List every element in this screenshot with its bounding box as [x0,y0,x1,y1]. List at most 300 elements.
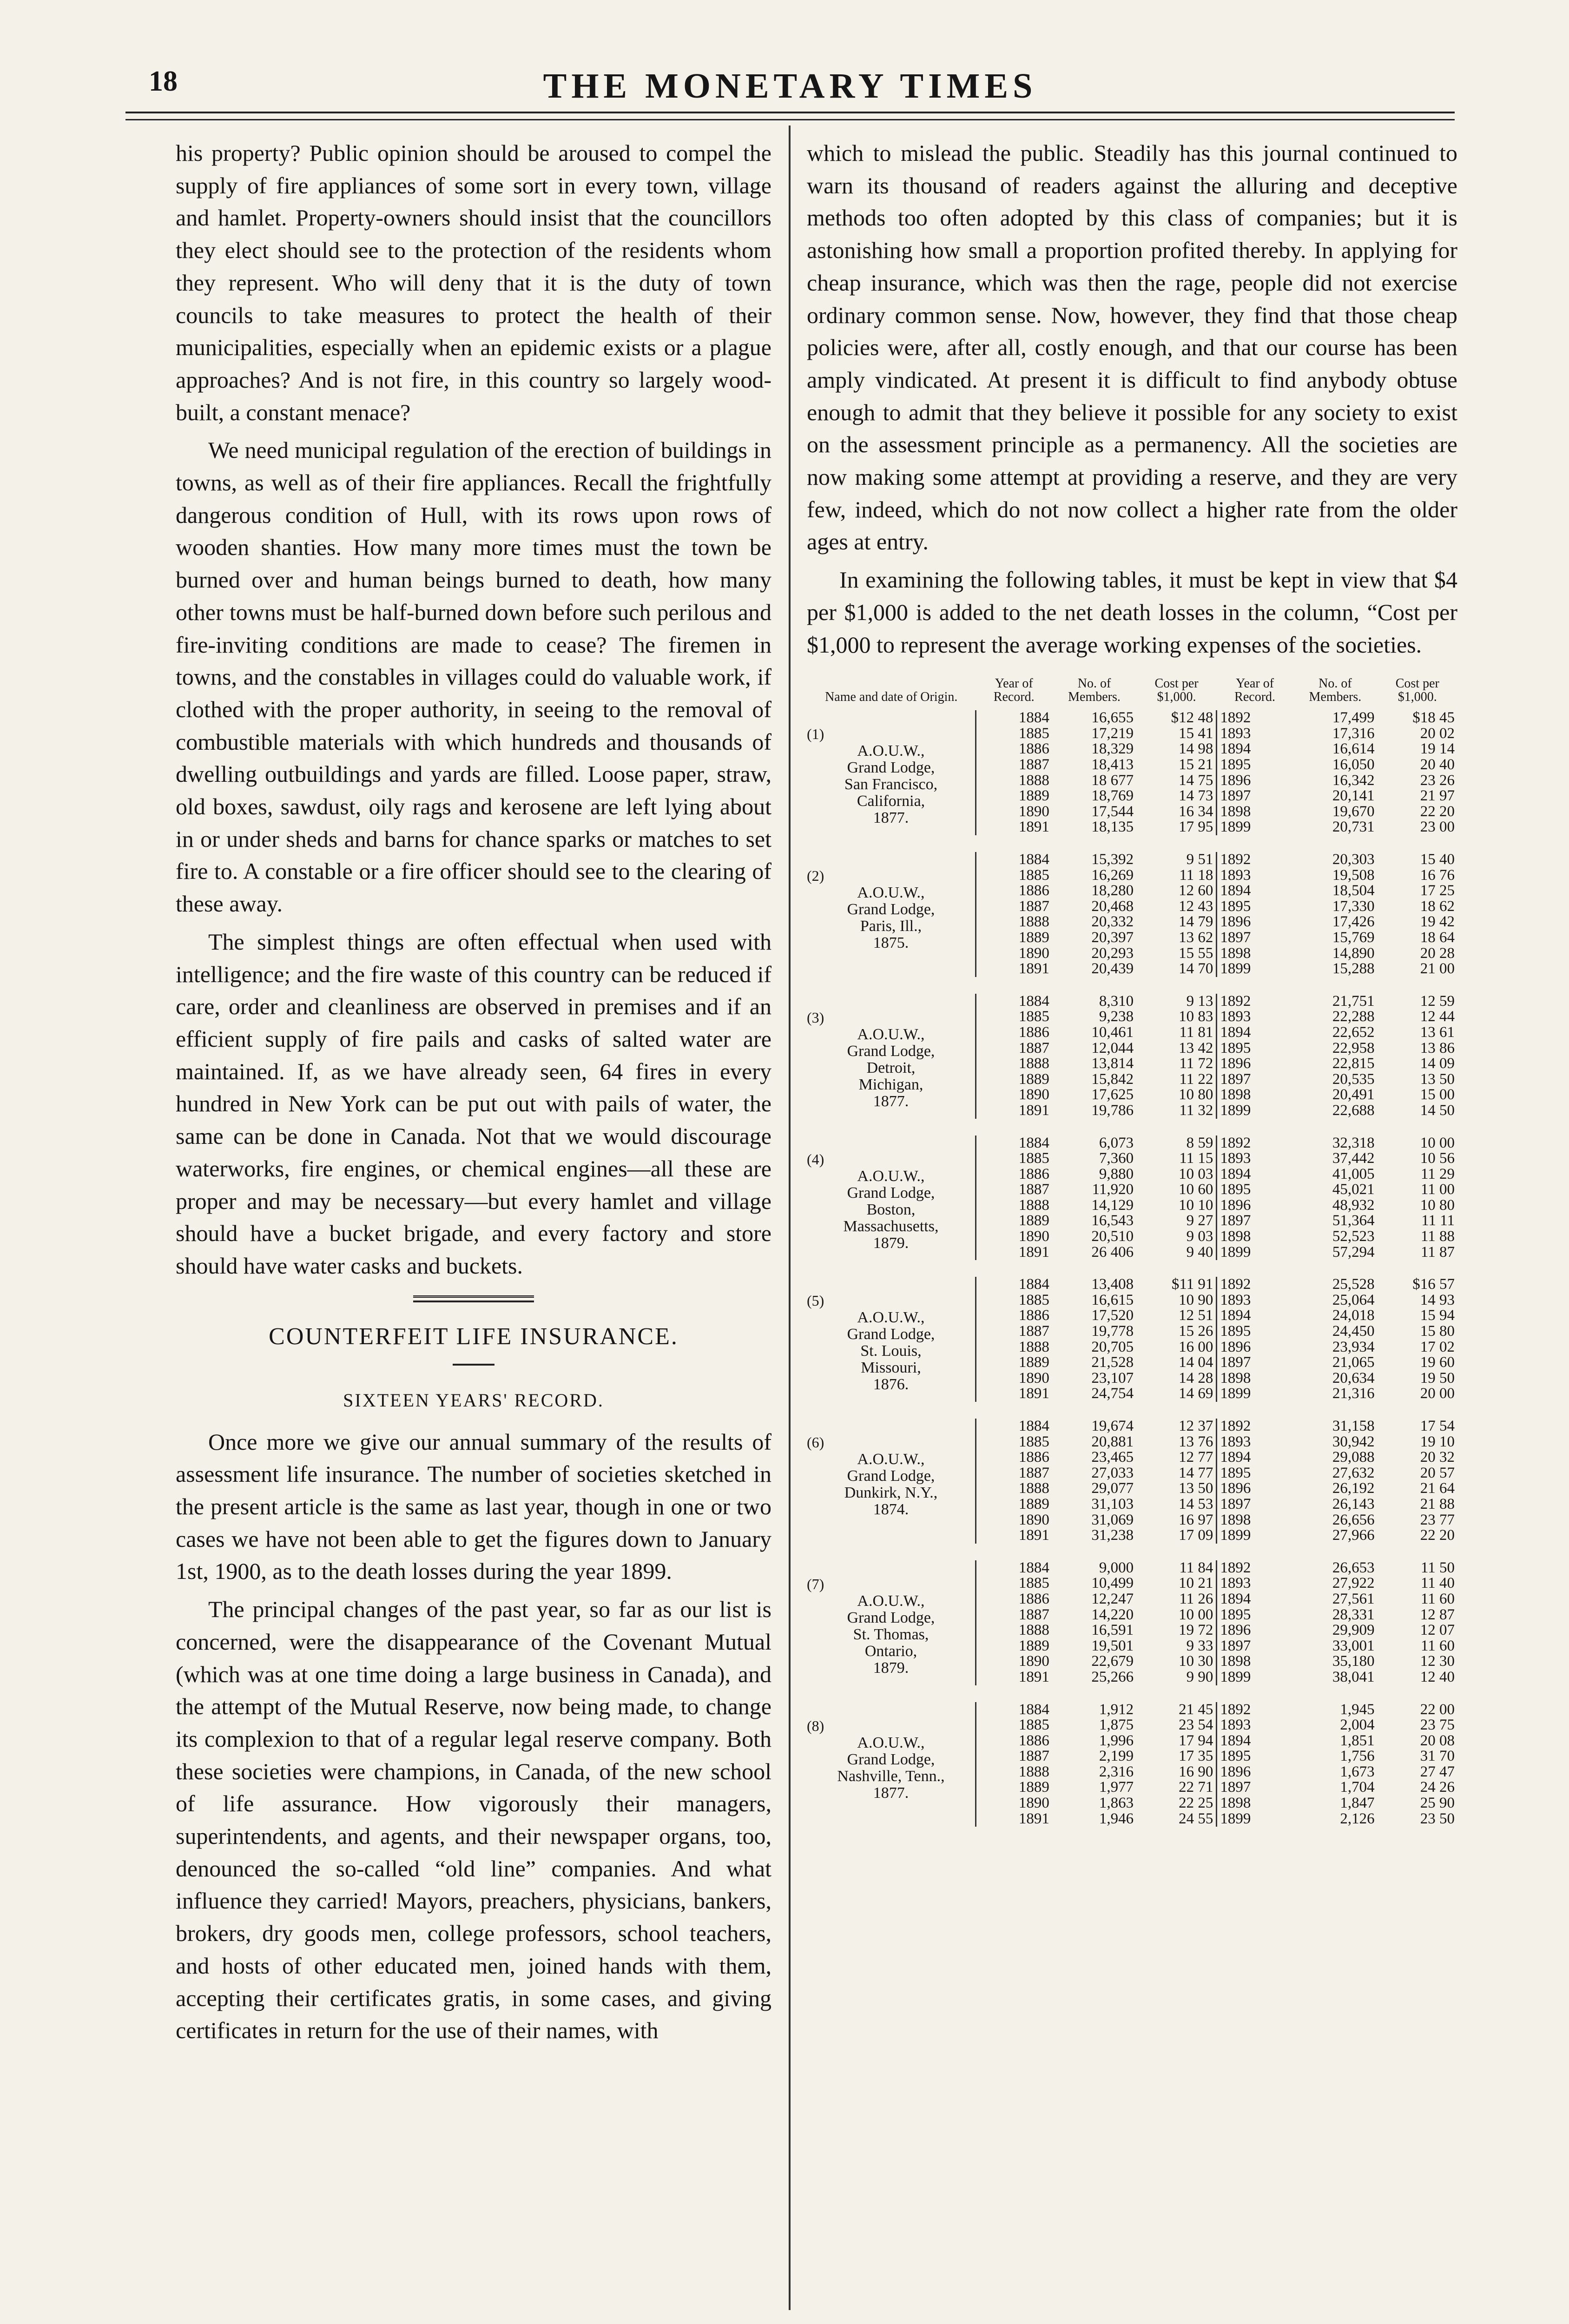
cost-cell: 21 88 [1420,1495,1455,1512]
cost-cell: 16 76 [1420,866,1455,884]
group-spacer [807,1685,1457,1702]
year-cell: 1884 [1018,1418,1049,1434]
cost-cell: 10 00 [1420,1134,1455,1151]
members-cell: 20,439 [1091,960,1134,977]
group-spacer-cell [807,1260,1457,1277]
group-spacer-cell [807,977,1457,994]
year-cell: 1896 [1220,913,1251,931]
members-cell: 2,004 [1340,1717,1375,1734]
years2-column [1217,1419,1293,1544]
cost-cell: 15 00 [1420,1086,1455,1103]
members-cell: 24,018 [1332,1307,1375,1324]
members-cell: 1,977 [1099,1779,1134,1796]
cost-cell: 14 70 [1179,960,1213,977]
year-cell: 1887 [1018,898,1049,915]
members-cell: 18,769 [1091,787,1134,805]
members-cell: 2,199 [1099,1748,1134,1765]
members-cell: 19,670 [1332,803,1375,820]
paragraph: The simplest things are often effectual when used with intelligence; and the fire waste of this country can be reduced if care, order and cleanliness are observed in premises and if an efficient supply of fire pails and casks of salted water are maintained. If, as we have already seen, 64 fires in every hundred in New York can be put out with pails of water, the same can be done in Canada. Not that we would discourage waterworks, fire engines, or chemical engines—all these are proper and may be necessary—but every hamlet and village should have a bucket brigade, and every factory and store should have water casks and buckets. [176,928,771,1279]
cost-cell: 12 87 [1420,1606,1455,1623]
cost-cell: 11 88 [1420,1228,1455,1245]
members-cell: 7,360 [1099,1150,1134,1167]
cost-cell: 12 44 [1420,1008,1455,1025]
society-group-row [807,1277,1457,1402]
cost-cell: 12 30 [1420,1653,1455,1670]
cost-cell: 15 41 [1179,725,1213,742]
members-cell: 21,751 [1332,992,1375,1010]
cost-cell: 20 57 [1420,1464,1455,1481]
year-cell: 1892 [1220,1559,1251,1576]
year-cell: 1896 [1220,1055,1251,1072]
members-cell: 26 406 [1091,1243,1134,1261]
year-cell: 1884 [1018,709,1049,726]
cost-cell: 12 43 [1179,898,1213,915]
year-cell: 1897 [1220,929,1251,946]
year-cell: 1895 [1220,1039,1251,1056]
members-cell: 31,238 [1091,1527,1134,1544]
years2-column [1217,1560,1293,1685]
members-cell: 28,331 [1332,1606,1375,1623]
year-cell: 1886 [1018,1307,1049,1324]
cost-cell: 11 50 [1420,1559,1455,1576]
year-cell: 1889 [1018,1637,1049,1654]
cost-cell: 10 30 [1179,1653,1213,1670]
cost-cell: 11 11 [1421,1212,1455,1229]
members-cell: 51,364 [1332,1212,1375,1229]
origin-line: Grand Lodge, [847,1326,935,1343]
cost-cell: 20 02 [1420,725,1455,742]
year-cell: 1890 [1018,1086,1049,1103]
year-cell: 1884 [1018,1701,1049,1718]
year-cell: 1884 [1018,1559,1049,1576]
society-origin [807,994,976,1119]
society-group-row [807,710,1457,835]
members-cell: 21,065 [1332,1354,1375,1371]
members-cell: 1,996 [1099,1732,1134,1749]
origin-line: 1879. [873,1659,909,1677]
society-origin [807,1136,976,1261]
years2-column [1217,852,1293,977]
society-origin [807,1702,976,1827]
year-cell: 1895 [1220,1748,1251,1765]
members-cell: 29,088 [1332,1449,1375,1466]
cost-cell: 10 21 [1179,1575,1213,1592]
cost1-column [1136,1277,1217,1402]
origin-line: A.O.U.W., [857,1167,925,1185]
cost-cell: 23 54 [1179,1717,1213,1734]
year-cell: 1893 [1220,1008,1251,1025]
years2-column [1217,1136,1293,1261]
year-cell: 1889 [1018,787,1049,805]
origin-line: A.O.U.W., [857,1309,925,1327]
members-cell: 2,316 [1099,1763,1134,1780]
cost-cell: 14 50 [1420,1102,1455,1119]
cost-cell: 15 21 [1179,756,1213,773]
members-cell: 1,756 [1340,1748,1375,1765]
origin-line: St. Thomas, [853,1625,929,1643]
members-cell: 14,890 [1332,944,1375,962]
cost-cell: 17 25 [1420,882,1455,899]
group-spacer-cell [807,1119,1457,1136]
group-spacer-cell [807,1685,1457,1702]
members-cell: 16,543 [1091,1212,1134,1229]
society-group-row [807,1136,1457,1261]
origin-line: Massachusetts, [843,1217,939,1235]
society-origin [807,710,976,835]
cost-cell: 14 09 [1420,1055,1455,1072]
members-cell: 52,523 [1332,1228,1375,1245]
cost-cell: 22 00 [1420,1701,1455,1718]
table-body [807,710,1457,1827]
members-cell: 13,408 [1091,1276,1134,1293]
paragraph: Once more we give our annual summary of the results of assessment life insurance. The number of societies sketched in the present article is the same as last year, though in one or two cases we have not been able to get the figures down to January 1st, 1900, as to the death losses during the year 1899. [176,1428,771,1585]
year-cell: 1892 [1220,709,1251,726]
year-cell: 1892 [1220,1701,1251,1718]
members-cell: 20,881 [1091,1433,1134,1450]
year-cell: 1892 [1220,1276,1251,1293]
cost-cell: 16 00 [1179,1338,1213,1355]
year-cell: 1891 [1018,1385,1049,1402]
group-spacer [807,1402,1457,1419]
years1-column [976,1419,1052,1544]
cost-cell: 17 95 [1179,819,1213,836]
year-cell: 1894 [1220,1732,1251,1749]
members-cell: 2,126 [1340,1810,1375,1827]
year-cell: 1889 [1018,1070,1049,1088]
society-number: (3) [807,1009,824,1026]
year-cell: 1887 [1018,1323,1049,1340]
cost-cell: $12 48 [1171,709,1213,726]
cost-cell: 14 98 [1179,740,1213,758]
cost-cell: $11 91 [1171,1276,1213,1293]
members-cell: 22,815 [1332,1055,1375,1072]
origin-line: Grand Lodge, [847,1467,935,1485]
members-cell: 17,426 [1332,913,1375,931]
members-cell: 17,499 [1332,709,1375,726]
society-number: (2) [807,867,824,884]
society-number: (1) [807,726,824,743]
members-cell: 9,000 [1099,1559,1134,1576]
year-cell: 1887 [1018,1606,1049,1623]
cost-cell: 19 14 [1420,740,1455,758]
members-cell: 20,303 [1332,851,1375,868]
members-cell: 16,655 [1091,709,1134,726]
years1-column [976,994,1052,1119]
cost-cell: 25 90 [1420,1795,1455,1812]
cost2-column [1378,710,1457,835]
members-cell: 41,005 [1332,1165,1375,1182]
group-spacer-cell [807,1544,1457,1560]
year-cell: 1899 [1220,819,1251,836]
members-cell: 18,280 [1091,882,1134,899]
members-cell: 17,316 [1332,725,1375,742]
masthead-title: THE MONETARY TIMES [543,66,1037,106]
members-cell: 20,491 [1332,1086,1375,1103]
years2-column [1217,1277,1293,1402]
members-cell: 22,679 [1091,1653,1134,1670]
cost-cell: 16 90 [1179,1763,1213,1780]
right-column [807,137,1457,1827]
members-cell: 22,652 [1332,1023,1375,1041]
cost-cell: 24 26 [1420,1779,1455,1796]
members-cell: 48,932 [1332,1196,1375,1214]
cost-cell: 31 70 [1420,1748,1455,1765]
year-cell: 1888 [1018,1055,1049,1072]
members-cell: 20,510 [1091,1228,1134,1245]
group-spacer-cell [807,835,1457,852]
year-cell: 1895 [1220,1323,1251,1340]
paragraph: his property? Public opinion should be aroused to compel the supply of fire appliances of some sort in every town, village and hamlet. Property-owners should insist that the councillors they elect should see to the protection of the residents whom they represent. Who will deny that it is the duty of town councils to take measures to protect the health of their municipalities, especially when an epidemic exists or a plague approaches? And is not fire, in this country so largely wood-built, a constant menace? [176,140,771,425]
year-cell: 1885 [1018,1575,1049,1592]
cost-cell: 10 80 [1179,1086,1213,1103]
society-origin [807,1277,976,1402]
year-cell: 1898 [1220,1511,1251,1528]
members-cell: 10,461 [1091,1023,1134,1041]
left-column [176,137,771,2053]
origin-line: A.O.U.W., [857,884,925,901]
cost-cell: 15 80 [1420,1323,1455,1340]
year-cell: 1884 [1018,1134,1049,1151]
cost-cell: 15 94 [1420,1307,1455,1324]
year-cell: 1890 [1018,1795,1049,1812]
year-cell: 1896 [1220,1622,1251,1639]
years1-column [976,1136,1052,1261]
members-cell: 26,192 [1332,1480,1375,1497]
column-header: Year of Record. [993,676,1035,705]
year-cell: 1898 [1220,1228,1251,1245]
cost-cell: 19 10 [1420,1433,1455,1450]
origin-line: 1877. [873,1092,909,1110]
year-cell: 1895 [1220,1606,1251,1623]
cost-cell: 23 77 [1420,1511,1455,1528]
year-cell: 1888 [1018,1338,1049,1355]
origin-line: Grand Lodge, [847,1750,935,1768]
year-cell: 1891 [1018,1102,1049,1119]
society-origin [807,1419,976,1544]
origin-line: Missouri, [861,1359,921,1377]
paragraph: We need municipal regulation of the erection of buildings in towns, as well as of their fire appliances. Recall the frightfully dangerous condition of Hull, with its rows upon rows of wooden shanties. How many more times must the town be burned over and human beings burned to death, how many other towns must be half-burned down before such perilous and fire-inviting conditions are made to cease? The firemen in towns, and the constables in villages could do valuable work, if clothed with the proper authority, in seeing to the removal of combustible materials with which hundreds and thousands of dwelling outbuildings and yards are filled. Loose paper, straw, old boxes, sawdust, oily rags and kerosene are left lying about in or under sheds and barns for chance sparks or matches to set fire to. A constable or a fire officer should see to the clearing of these away. [176,437,771,917]
cost-cell: 9 90 [1186,1668,1213,1685]
members-cell: 33,001 [1332,1637,1375,1654]
cost-cell: 11 60 [1420,1637,1455,1654]
cost-cell: 14 77 [1179,1464,1213,1481]
cost-cell: 20 32 [1420,1449,1455,1466]
members-cell: 15,392 [1091,851,1134,868]
cost-cell: 11 72 [1179,1055,1213,1072]
cost-cell: 15 55 [1179,944,1213,962]
cost-cell: 10 83 [1179,1008,1213,1025]
year-cell: 1889 [1018,929,1049,946]
year-cell: 1897 [1220,1354,1251,1371]
origin-line: 1874. [873,1501,909,1518]
cost-cell: 18 64 [1420,929,1455,946]
members-cell: 17,544 [1091,803,1134,820]
year-cell: 1890 [1018,1511,1049,1528]
section-title: COUNTERFEIT LIFE INSURANCE. [269,1323,679,1350]
members-cell: 29,077 [1091,1480,1134,1497]
members-cell: 37,442 [1332,1150,1375,1167]
cost-cell: $18 45 [1412,709,1455,726]
cost-cell: 21 64 [1420,1480,1455,1497]
members-cell: 1,946 [1099,1810,1134,1827]
year-cell: 1884 [1018,851,1049,868]
members-cell: 24,754 [1091,1385,1134,1402]
cost-cell: 23 26 [1420,772,1455,789]
cost1-column [1136,1136,1217,1261]
origin-line: California, [857,792,925,810]
members-cell: 19,501 [1091,1637,1134,1654]
cost-cell: 13 62 [1179,929,1213,946]
cost-cell: 11 22 [1179,1070,1213,1088]
society-group-row [807,1560,1457,1685]
year-cell: 1895 [1220,756,1251,773]
year-cell: 1886 [1018,1732,1049,1749]
members-cell: 31,103 [1091,1495,1134,1512]
section-subtitle: SIXTEEN YEARS' RECORD. [343,1389,604,1411]
header-rule-top [125,112,1455,113]
origin-line: 1875. [873,934,909,951]
cost-cell: 10 60 [1179,1181,1213,1198]
cost-cell: 10 10 [1179,1196,1213,1214]
members1-column [1052,852,1136,977]
year-cell: 1892 [1220,1134,1251,1151]
years2-column [1217,1702,1293,1827]
year-cell: 1899 [1220,1243,1251,1261]
year-cell: 1895 [1220,1464,1251,1481]
column-header: Name and date of Origin. [825,690,958,705]
year-cell: 1886 [1018,1590,1049,1607]
cost-cell: 19 60 [1420,1354,1455,1371]
members1-column [1052,710,1136,835]
header-rule-bottom [125,119,1455,120]
cost-cell: 15 26 [1179,1323,1213,1340]
members1-column [1052,1419,1136,1544]
year-cell: 1899 [1220,1810,1251,1827]
origin-line: Paris, Ill., [860,918,922,935]
society-records-table [807,677,1457,1827]
members-cell: 16,050 [1332,756,1375,773]
cost-cell: 17 54 [1420,1418,1455,1434]
origin-line: Nashville, Tenn., [837,1767,945,1785]
cost-cell: 12 07 [1420,1622,1455,1639]
members-cell: 15,769 [1332,929,1375,946]
members1-column [1052,1560,1136,1685]
members-cell: 27,632 [1332,1464,1375,1481]
year-cell: 1889 [1018,1212,1049,1229]
cost-cell: 13 61 [1420,1023,1455,1041]
members-cell: 10,499 [1091,1575,1134,1592]
cost-cell: 21 97 [1420,787,1455,805]
group-spacer [807,1260,1457,1277]
year-cell: 1894 [1220,882,1251,899]
society-number: (6) [807,1434,824,1451]
origin-line: Boston, [866,1201,916,1218]
year-cell: 1899 [1220,1668,1251,1685]
members-cell: 20,293 [1091,944,1134,962]
cost-cell: 17 02 [1420,1338,1455,1355]
cost-cell: 11 60 [1420,1590,1455,1607]
cost2-column [1378,1136,1457,1261]
year-cell: 1888 [1018,1196,1049,1214]
members-cell: 26,653 [1332,1559,1375,1576]
column-header: Cost per $1,000. [1154,676,1199,705]
group-spacer [807,1544,1457,1560]
cost-cell: 9 51 [1186,851,1213,868]
members-cell: 20,397 [1091,929,1134,946]
year-cell: 1898 [1220,1369,1251,1386]
cost-cell: 13 42 [1179,1039,1213,1056]
origin-line: A.O.U.W., [857,742,925,760]
members-cell: 22,688 [1332,1102,1375,1119]
cost2-column [1378,994,1457,1119]
members-cell: 19,674 [1091,1418,1134,1434]
year-cell: 1899 [1220,960,1251,977]
cost-cell: 22 25 [1179,1795,1213,1812]
year-cell: 1899 [1220,1102,1251,1119]
members-cell: 31,069 [1091,1511,1134,1528]
society-number: (8) [807,1717,824,1734]
group-spacer-cell [807,1402,1457,1419]
members1-column [1052,994,1136,1119]
year-cell: 1885 [1018,1008,1049,1025]
members-cell: 29,909 [1332,1622,1375,1639]
years1-column [976,1560,1052,1685]
year-cell: 1887 [1018,1039,1049,1056]
members-cell: 18,413 [1091,756,1134,773]
cost-cell: 18 62 [1420,898,1455,915]
cost-cell: 11 29 [1420,1165,1455,1182]
year-cell: 1890 [1018,1228,1049,1245]
cost-cell: 23 50 [1420,1810,1455,1827]
origin-line: Grand Lodge, [847,759,935,777]
column-header: Cost per $1,000. [1395,676,1439,705]
cost2-column [1378,1560,1457,1685]
year-cell: 1890 [1018,803,1049,820]
members1-column [1052,1702,1136,1827]
cost-cell: 23 00 [1420,819,1455,836]
group-spacer [807,977,1457,994]
section-rule [413,1295,534,1302]
members-cell: 22,958 [1332,1039,1375,1056]
members-cell: 31,158 [1332,1418,1375,1434]
year-cell: 1887 [1018,1748,1049,1765]
cost-cell: 12 51 [1179,1307,1213,1324]
members-cell: 16,615 [1091,1291,1134,1308]
society-number: (4) [807,1150,824,1168]
cost-cell: 9 13 [1186,992,1213,1010]
members-cell: 6,073 [1099,1134,1134,1151]
year-cell: 1897 [1220,1212,1251,1229]
year-cell: 1895 [1220,1181,1251,1198]
members-cell: 18,329 [1091,740,1134,758]
cost-cell: 10 56 [1420,1150,1455,1167]
year-cell: 1894 [1220,1590,1251,1607]
members1-column [1052,1277,1136,1402]
year-cell: 1891 [1018,960,1049,977]
year-cell: 1893 [1220,1433,1251,1450]
members-cell: 18 677 [1091,772,1134,789]
cost-cell: 14 53 [1179,1495,1213,1512]
members-cell: 12,044 [1091,1039,1134,1056]
year-cell: 1899 [1220,1385,1251,1402]
year-cell: 1887 [1018,1181,1049,1198]
year-cell: 1885 [1018,1717,1049,1734]
year-cell: 1893 [1220,1150,1251,1167]
origin-line: St. Louis, [860,1342,922,1360]
year-cell: 1888 [1018,1480,1049,1497]
members-cell: 20,332 [1091,913,1134,931]
members-cell: 17,219 [1091,725,1134,742]
